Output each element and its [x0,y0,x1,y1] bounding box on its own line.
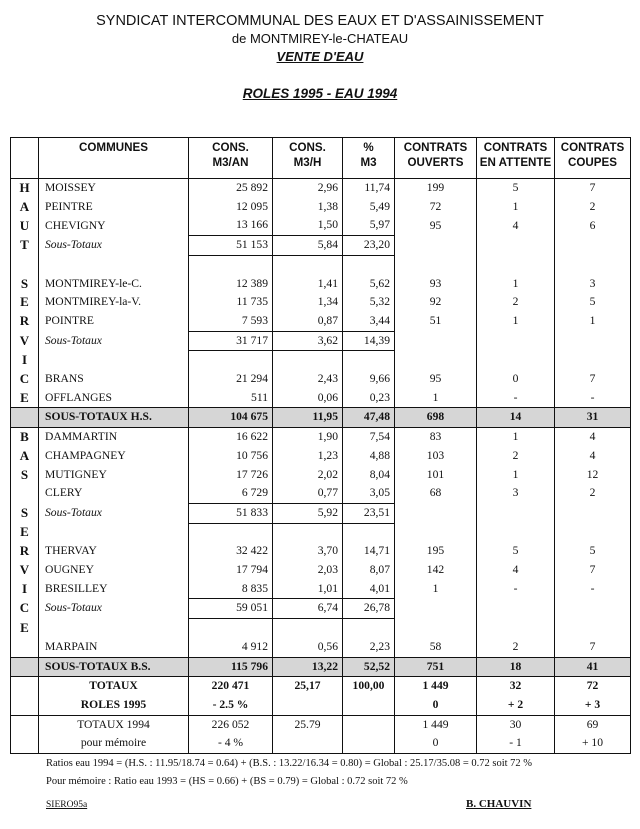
cell-ouv: 72 [395,198,477,217]
cell-cou: 4 [555,428,631,447]
cell-ouv: 95 [395,216,477,235]
cell-h [273,619,343,638]
section-letter: R [11,312,39,331]
cell-att: - 1 [477,734,555,753]
cell-att: 14 [477,408,555,428]
commune-name [39,619,189,638]
cell-cou [555,351,631,370]
commune-name: OUGNEY [39,561,189,580]
section-letter: H [11,179,39,198]
cell-an: - 2.5 % [189,696,273,715]
commune-name: MARPAIN [39,638,189,657]
cell-h: 2,96 [273,179,343,198]
cell-pct: 5,62 [343,275,395,294]
cell-h: 2,43 [273,370,343,389]
section-letter [11,715,39,734]
table-row [11,599,631,619]
section-letter [11,657,39,677]
section-letter: E [11,619,39,638]
header-contrats-coupes: CONTRATS COUPES [555,138,631,179]
table-row [11,275,631,294]
cell-cou: - [555,580,631,599]
cell-ouv: 1 [395,389,477,408]
cell-pct: 5,97 [343,216,395,235]
section-letter [11,408,39,428]
cell-pct: 4,01 [343,580,395,599]
commune-name: THERVAY [39,542,189,561]
commune-name: PEINTRE [39,198,189,217]
cell-att: 30 [477,715,555,734]
table-row [11,370,631,389]
cell-h: 25.79 [273,715,343,734]
cell-an: 6 729 [189,484,273,503]
memo-row [11,734,631,753]
cell-pct [343,619,395,638]
cell-h: 0,06 [273,389,343,408]
commune-name: CHEVIGNY [39,216,189,235]
cell-h: 6,74 [273,599,343,619]
cell-ouv: 1 [395,580,477,599]
commune-name: MOISSEY [39,179,189,198]
cell-h: 0,56 [273,638,343,657]
table-row [11,561,631,580]
table-row [11,638,631,657]
cell-cou [555,599,631,619]
section-letter: I [11,580,39,599]
cell-ouv: 195 [395,542,477,561]
cell-h: 1,50 [273,216,343,235]
table-row [11,428,631,447]
cell-att [477,503,555,523]
cell-cou [555,619,631,638]
cell-cou: 41 [555,657,631,677]
commune-name: SOUS-TOTAUX B.S. [39,657,189,677]
cell-cou: + 10 [555,734,631,753]
author-signature: B. CHAUVIN [466,798,532,810]
cell-att: 18 [477,657,555,677]
cell-an: 11 735 [189,293,273,312]
section-letter [11,696,39,715]
cell-ouv: 103 [395,447,477,466]
cell-ouv: 751 [395,657,477,677]
table-row [11,198,631,217]
cell-att [477,255,555,274]
cell-h: 1,23 [273,447,343,466]
section-letter: S [11,466,39,485]
cell-h: 3,62 [273,331,343,351]
cell-pct: 14,39 [343,331,395,351]
cell-ouv: 142 [395,561,477,580]
summary-label: TOTAUX 1994 [39,715,189,734]
cell-ouv [395,503,477,523]
cell-ouv: 92 [395,293,477,312]
section-letter: A [11,447,39,466]
section-letter [11,255,39,274]
cell-att: 2 [477,293,555,312]
cell-pct: 23,20 [343,236,395,256]
cell-h [273,523,343,542]
cell-cou: 6 [555,216,631,235]
cell-att: 1 [477,466,555,485]
header-communes: COMMUNES [39,138,189,179]
cell-pct: 52,52 [343,657,395,677]
table-row [11,312,631,331]
cell-an: 17 794 [189,561,273,580]
cell-att [477,236,555,256]
table-row [11,236,631,256]
cell-pct: 9,66 [343,370,395,389]
cell-cou: 69 [555,715,631,734]
cell-pct [343,523,395,542]
cell-cou: + 3 [555,696,631,715]
cell-h [273,734,343,753]
header-section-cell [11,138,39,179]
cell-h: 5,92 [273,503,343,523]
cell-cou: 7 [555,638,631,657]
section-letter: E [11,389,39,408]
summary-label: TOTAUX [39,677,189,696]
cell-pct: 7,54 [343,428,395,447]
cell-pct: 3,44 [343,312,395,331]
table-row [11,216,631,235]
cell-att: 5 [477,542,555,561]
cell-att: 4 [477,216,555,235]
table-body [11,179,631,754]
commune-name: MUTIGNEY [39,466,189,485]
table-row [11,542,631,561]
section-letter: C [11,599,39,619]
cell-att [477,599,555,619]
cell-att: - [477,580,555,599]
document-subtitle: de MONTMIREY-le-CHATEAU [231,31,409,46]
cell-an: 12 389 [189,275,273,294]
cell-cou: 7 [555,370,631,389]
cell-pct: 47,48 [343,408,395,428]
header-contrats-attente: CONTRATS EN ATTENTE [477,138,555,179]
cell-pct: 0,23 [343,389,395,408]
cell-att: - [477,389,555,408]
section-letter: V [11,561,39,580]
cell-h: 1,34 [273,293,343,312]
cell-h: 0,87 [273,312,343,331]
cell-att: 2 [477,447,555,466]
cell-cou: 5 [555,293,631,312]
cell-cou: 2 [555,198,631,217]
cell-cou: 3 [555,275,631,294]
cell-att: 2 [477,638,555,657]
section-letter: S [11,503,39,523]
cell-an: 226 052 [189,715,273,734]
table-row [11,447,631,466]
cell-an [189,523,273,542]
cell-h: 0,77 [273,484,343,503]
cell-att: 32 [477,677,555,696]
cell-ouv: 101 [395,466,477,485]
cell-pct: 11,74 [343,179,395,198]
cell-ouv: 68 [395,484,477,503]
cell-cou: 5 [555,542,631,561]
table-row [11,503,631,523]
cell-ouv [395,599,477,619]
cell-att: 1 [477,312,555,331]
ratio-notes [46,755,532,791]
cell-pct: 8,04 [343,466,395,485]
commune-name: MONTMIREY-la-V. [39,293,189,312]
cell-an: 511 [189,389,273,408]
cell-ouv: 199 [395,179,477,198]
water-sales-table [10,137,631,754]
cell-cou [555,503,631,523]
commune-name: CHAMPAGNEY [39,447,189,466]
commune-name: BRESILLEY [39,580,189,599]
cell-att: 0 [477,370,555,389]
cell-pct: 5,32 [343,293,395,312]
cell-pct: 2,23 [343,638,395,657]
cell-att: 4 [477,561,555,580]
cell-an [189,255,273,274]
cell-cou [555,255,631,274]
cell-cou [555,236,631,256]
cell-att [477,351,555,370]
cell-ouv: 58 [395,638,477,657]
cell-h: 2,02 [273,466,343,485]
section-letter: E [11,523,39,542]
table-header-row [11,138,631,179]
section-letter: A [11,198,39,217]
cell-ouv [395,619,477,638]
cell-an: 4 912 [189,638,273,657]
cell-h: 1,01 [273,580,343,599]
roles-row [11,696,631,715]
totals-1994-row [11,715,631,734]
cell-pct [343,696,395,715]
section-letter: T [11,236,39,256]
table-row [11,331,631,351]
cell-pct: 8,07 [343,561,395,580]
cell-an: 8 835 [189,580,273,599]
subtotal-label: Sous-Totaux [39,599,189,619]
commune-name: DAMMARTIN [39,428,189,447]
cell-h [273,696,343,715]
cell-pct: 5,49 [343,198,395,217]
table-row [11,293,631,312]
table-caption: ROLES 1995 - EAU 1994 [242,86,398,101]
cell-an: 31 717 [189,331,273,351]
section-letter: V [11,331,39,351]
cell-h: 11,95 [273,408,343,428]
section-letter: C [11,370,39,389]
cell-att: 1 [477,198,555,217]
commune-name [39,351,189,370]
subtotal-row-bs [11,657,631,677]
cell-att: 1 [477,275,555,294]
cell-pct: 4,88 [343,447,395,466]
cell-ouv: 1 449 [395,677,477,696]
cell-pct [343,255,395,274]
cell-an: 115 796 [189,657,273,677]
table-row [11,255,631,274]
cell-h: 1,41 [273,275,343,294]
cell-ouv [395,351,477,370]
section-letter: B [11,428,39,447]
table-row [11,179,631,198]
cell-an: 51 833 [189,503,273,523]
cell-att: + 2 [477,696,555,715]
cell-ouv [395,236,477,256]
cell-ouv [395,523,477,542]
cell-an: 220 471 [189,677,273,696]
document-heading: VENTE D'EAU [276,49,364,64]
ratio-note-1993: Pour mémoire : Ratio eau 1993 = (HS = 0.66) + (BS = 0.79) = Global : 0.72 soit 72 % [46,776,408,787]
subtotal-label: Sous-Totaux [39,331,189,351]
section-letter: E [11,293,39,312]
cell-an [189,351,273,370]
cell-ouv: 0 [395,696,477,715]
cell-cou: 31 [555,408,631,428]
header-pct: % M3 [343,138,395,179]
cell-an: 21 294 [189,370,273,389]
cell-ouv: 95 [395,370,477,389]
cell-an: 25 892 [189,179,273,198]
cell-cou: - [555,389,631,408]
cell-cou [555,523,631,542]
summary-label: ROLES 1995 [39,696,189,715]
cell-h: 25,17 [273,677,343,696]
cell-pct: 23,51 [343,503,395,523]
table-row [11,466,631,485]
cell-ouv [395,331,477,351]
cell-ouv [395,255,477,274]
ratio-note-1994: Ratios eau 1994 = (H.S. : 11.95/18.74 = 0.64) + (B.S. : 13.22/16.34 = 0.80) = Global : 25.17/35.08 = 0.72 soit 72 % [46,758,533,769]
cell-h [273,255,343,274]
cell-an: 17 726 [189,466,273,485]
table-row [11,580,631,599]
cell-cou: 1 [555,312,631,331]
cell-att: 3 [477,484,555,503]
header-cons-an: CONS. M3/AN [189,138,273,179]
header-contrats-ouverts: CONTRATS OUVERTS [395,138,477,179]
cell-an: 104 675 [189,408,273,428]
cell-cou: 12 [555,466,631,485]
section-letter: I [11,351,39,370]
table-row [11,523,631,542]
cell-ouv: 698 [395,408,477,428]
commune-name: BRANS [39,370,189,389]
cell-an: 13 166 [189,216,273,235]
table-row [11,619,631,638]
cell-pct: 3,05 [343,484,395,503]
cell-cou: 7 [555,179,631,198]
cell-pct [343,715,395,734]
cell-pct: 14,71 [343,542,395,561]
cell-att: 5 [477,179,555,198]
cell-att [477,331,555,351]
summary-label: pour mémoire [39,734,189,753]
cell-att [477,619,555,638]
cell-h: 1,38 [273,198,343,217]
section-letter [11,638,39,657]
cell-ouv: 0 [395,734,477,753]
commune-name: POINTRE [39,312,189,331]
section-letter [11,484,39,503]
section-letter [11,734,39,753]
cell-an: 7 593 [189,312,273,331]
cell-an: - 4 % [189,734,273,753]
section-letter: U [11,216,39,235]
cell-pct [343,734,395,753]
cell-cou [555,331,631,351]
cell-pct [343,351,395,370]
totals-row [11,677,631,696]
cell-pct: 100,00 [343,677,395,696]
cell-h: 3,70 [273,542,343,561]
cell-an: 16 622 [189,428,273,447]
cell-an [189,619,273,638]
document-title: SYNDICAT INTERCOMMUNAL DES EAUX ET D'ASSAINISSEMENT [96,13,544,29]
commune-name: OFFLANGES [39,389,189,408]
cell-pct: 26,78 [343,599,395,619]
subtotal-label: Sous-Totaux [39,236,189,256]
cell-ouv: 51 [395,312,477,331]
cell-cou: 2 [555,484,631,503]
cell-h: 5,84 [273,236,343,256]
table-row [11,351,631,370]
commune-name: CLERY [39,484,189,503]
cell-h: 1,90 [273,428,343,447]
cell-an: 51 153 [189,236,273,256]
header-cons-h: CONS. M3/H [273,138,343,179]
section-letter: S [11,275,39,294]
document-reference: SIERO95a [46,800,88,810]
cell-ouv: 83 [395,428,477,447]
commune-name: SOUS-TOTAUX H.S. [39,408,189,428]
table-row [11,389,631,408]
commune-name [39,523,189,542]
subtotal-row-hs [11,408,631,428]
cell-cou: 4 [555,447,631,466]
commune-name: MONTMIREY-le-C. [39,275,189,294]
cell-h: 2,03 [273,561,343,580]
cell-an: 59 051 [189,599,273,619]
cell-an: 32 422 [189,542,273,561]
cell-att: 1 [477,428,555,447]
cell-an: 12 095 [189,198,273,217]
cell-an: 10 756 [189,447,273,466]
cell-ouv: 93 [395,275,477,294]
cell-ouv: 1 449 [395,715,477,734]
cell-att [477,523,555,542]
subtotal-label: Sous-Totaux [39,503,189,523]
commune-name [39,255,189,274]
table-row [11,484,631,503]
section-letter: R [11,542,39,561]
cell-cou: 72 [555,677,631,696]
cell-h [273,351,343,370]
cell-cou: 7 [555,561,631,580]
section-letter [11,677,39,696]
cell-h: 13,22 [273,657,343,677]
